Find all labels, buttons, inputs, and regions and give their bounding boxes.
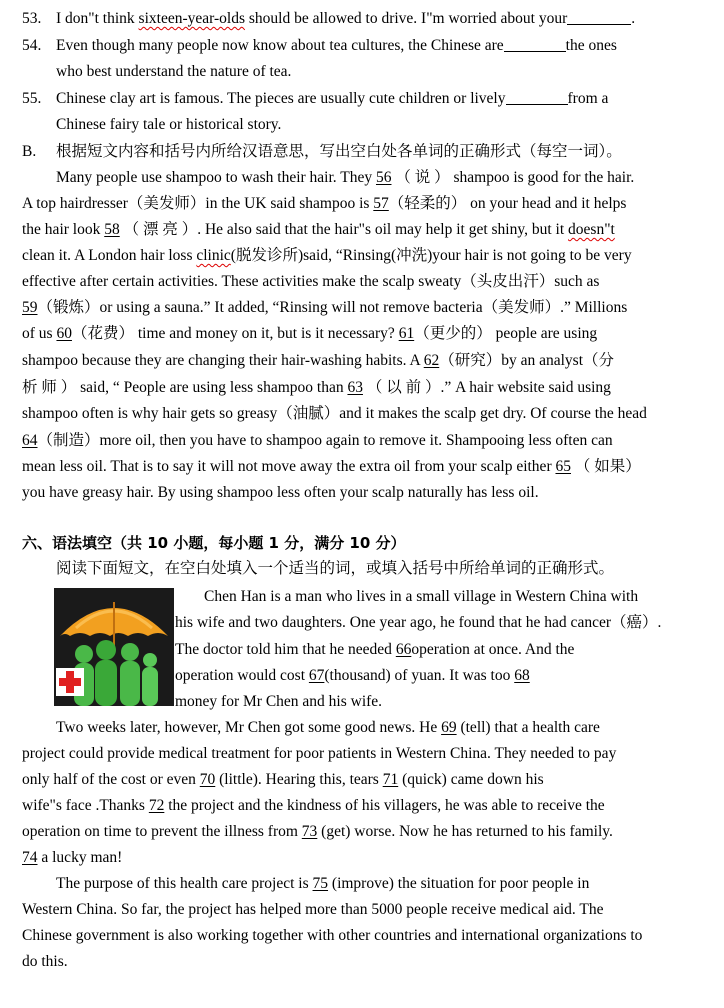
blank-60[interactable]: 60 <box>56 325 72 342</box>
blank-75[interactable]: 75 <box>312 875 329 892</box>
blank-63[interactable]: 63 <box>347 379 363 396</box>
passage-b-line: you have greasy hair. By using shampoo less often your scalp naturally has less oil. <box>22 484 539 501</box>
blank-73[interactable]: 73 <box>301 823 318 840</box>
passage-6-line: Two weeks later, however, Mr Chen got some good news. He 69 (tell) that a health care <box>56 719 600 736</box>
passage-b-line: mean less oil. That is to say it will not move away the extra oil from your scalp either 65 （ 如果） <box>22 458 641 475</box>
blank-59[interactable]: 59 <box>22 299 38 316</box>
blank-61[interactable]: 61 <box>398 325 415 342</box>
passage-6-line: operation would cost 67(thousand) of yuan. It was too 68 <box>175 667 530 684</box>
passage-6-line: wife"s face .Thanks 72 the project and the kindness of his villagers, he was able to receive the <box>22 797 605 814</box>
passage-b-line: shampoo often is why hair gets so greasy（油腻）and it makes the scalp get dry. Of course the head <box>22 405 647 422</box>
answer-blank[interactable] <box>504 36 566 52</box>
question-55: 55. Chinese clay art is famous. The pieces are usually cute children or lively from a <box>22 90 609 107</box>
question-55-cont: Chinese fairy tale or historical story. <box>56 116 282 133</box>
passage-b-line: the hair look 58 （ 漂 亮 ）. He also said that the hair"s oil may help it get shiny, but it doesn"t <box>22 221 615 238</box>
answer-blank[interactable] <box>506 89 568 105</box>
blank-57[interactable]: 57 <box>373 195 389 212</box>
blank-70[interactable]: 70 <box>199 771 216 788</box>
question-54-cont: who best understand the nature of tea. <box>56 63 292 80</box>
question-54: 54. Even though many people now know about tea cultures, the Chinese are the ones <box>22 37 617 54</box>
passage-6-line: do this. <box>22 953 68 970</box>
passage-6-line: operation on time to prevent the illness from 73 (get) worse. Now he has returned to his family. <box>22 823 613 840</box>
passage-b-line: Many people use shampoo to wash their hair. They 56 （ 说 ） shampoo is good for the hair. <box>56 169 635 186</box>
blank-72[interactable]: 72 <box>148 797 165 814</box>
passage-b-line: A top hairdresser（美发师）in the UK said shampoo is 57（轻柔的） on your head and it helps <box>22 195 627 212</box>
passage-6-line: The doctor told him that he needed 66operation at once. And the <box>175 641 575 658</box>
passage-b-line: clean it. A London hair loss clinic(脱发诊所)said, “Rinsing(冲洗)your hair is not going to be very <box>22 247 632 264</box>
passage-b-line: 64（制造）more oil, then you have to shampoo again to remove it. Shampooing less often can <box>22 432 613 449</box>
passage-b-line: 59（锻炼）or using a sauna.” It added, “Rinsing will not remove bacteria（美发师）.” Millions <box>22 299 628 316</box>
blank-68[interactable]: 68 <box>514 667 530 684</box>
part-b-instruction: B. 根据短文内容和括号内所给汉语意思，写出空白处各单词的正确形式（每空一词）。 <box>22 143 622 160</box>
blank-58[interactable]: 58 <box>104 221 120 238</box>
blank-67[interactable]: 67 <box>308 667 325 684</box>
blank-56[interactable]: 56 <box>375 169 392 186</box>
section-heading: 六、语法填空（共 10 小题，每小题 1 分，满分 10 分） <box>22 534 406 552</box>
passage-6-line: only half of the cost or even 70 (little). Hearing this, tears 71 (quick) came down his <box>22 771 544 788</box>
umbrella-family-icon <box>54 588 174 706</box>
passage-b-line: of us 60（花费） time and money on it, but is it necessary? 61（更少的） people are using <box>22 325 598 342</box>
passage-b-line: 析 师 ） said, “ People are using less shampoo than 63 （ 以 前 ）.” A hair website said using <box>22 379 611 396</box>
section-instruction: 阅读下面短文，在空白处填入一个适当的词，或填入括号中所给单词的正确形式。 <box>56 560 615 577</box>
blank-65[interactable]: 65 <box>555 458 571 475</box>
passage-b-line: effective after certain activities. These activities make the scalp sweaty（头皮出汗）such as <box>22 273 600 290</box>
passage-6-line: Western China. So far, the project has helped more than 5000 people receive medical aid. The <box>22 901 604 918</box>
blank-64[interactable]: 64 <box>22 432 38 449</box>
passage-b-line: shampoo because they are changing their hair-washing habits. A 62（研究）by an analyst（分 <box>22 352 615 369</box>
passage-6-line: 74 a lucky man! <box>22 849 123 866</box>
blank-69[interactable]: 69 <box>441 719 457 736</box>
question-53: 53. I don"t think sixteen-year-olds should be allowed to drive. I"m worried about your . <box>22 10 636 27</box>
health-care-illustration <box>54 588 174 706</box>
passage-6-line: Chinese government is also working together with other countries and international organizations to <box>22 927 643 944</box>
passage-6-line: Chen Han is a man who lives in a small village in Western China with <box>204 588 639 605</box>
blank-74[interactable]: 74 <box>22 849 38 866</box>
passage-6-line: his wife and two daughters. One year ago, he found that he had cancer（癌）. <box>175 614 662 631</box>
blank-71[interactable]: 71 <box>382 771 399 788</box>
passage-6-line: The purpose of this health care project is 75 (improve) the situation for poor people in <box>56 875 590 892</box>
blank-66[interactable]: 66 <box>395 641 412 658</box>
answer-blank[interactable] <box>567 9 631 25</box>
passage-6-line: money for Mr Chen and his wife. <box>175 693 383 710</box>
passage-6-line: project could provide medical treatment for poor patients in Western China. They needed to pay <box>22 745 617 762</box>
blank-62[interactable]: 62 <box>423 352 440 369</box>
